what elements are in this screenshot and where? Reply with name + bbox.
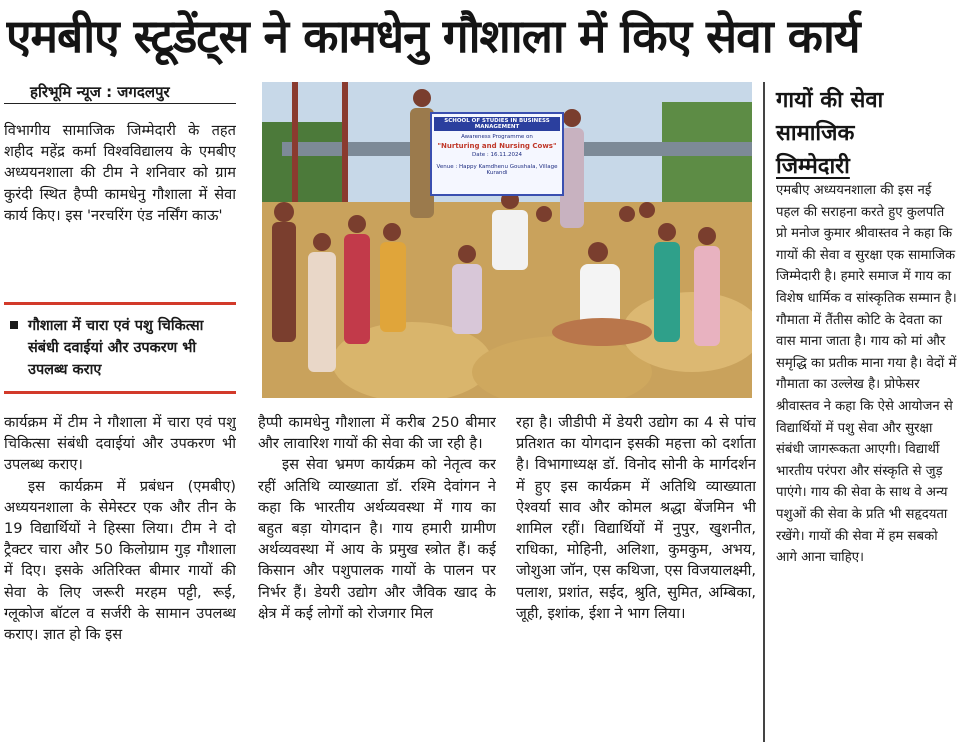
banner-header: SCHOOL OF STUDIES IN BUSINESS MANAGEMENT bbox=[434, 117, 560, 131]
intro-paragraph: विभागीय सामाजिक जिम्मेदारी के तहत शहीद महेंद्र कर्मा विश्वविद्यालय के एमबीए अध्ययनशाला की टीम ने शनिवार को ग्राम कुरंदी स्थित हैप्पी कामधेनु गौशाला में सेवा कार्य किए। इस 'नरचरिंग एंड नर्सिंग काऊ' bbox=[4, 122, 236, 224]
body-column-1 bbox=[4, 412, 236, 742]
headline: एमबीए स्टूडेंट्स ने कामधेनु गौशाला में किए सेवा कार्य bbox=[6, 9, 860, 63]
sidebar-title-line-3: जिम्मेदारी bbox=[776, 154, 850, 179]
sidebar-title bbox=[776, 84, 958, 183]
square-bullet-icon bbox=[10, 321, 18, 329]
sidebar-title-line-2: सामाजिक bbox=[776, 121, 855, 146]
banner-date: Date : 16.11.2024 bbox=[472, 152, 522, 158]
group-photo bbox=[262, 82, 752, 398]
banner-venue: Venue : Happy Kamdhenu Goushala, Village Kurandi bbox=[436, 164, 558, 176]
banner-title: "Nurturing and Nursing Cows" bbox=[437, 142, 557, 150]
body-column-3 bbox=[516, 412, 756, 742]
col2-paragraph-1: हैप्पी कामधेनु गौशाला में करीब 250 बीमार और लावारिश गायों की सेवा की जा रही है। bbox=[258, 414, 496, 453]
sidebar-text: एमबीए अध्ययनशाला की इस नई पहल की सराहना करते हुए कुलपति प्रो मनोज कुमार श्रीवास्तव ने कहा कि गायों की सेवा व सुरक्षा एक सामाजिक जिम्मेदारी है। हमारे समाज में गाय का विशेष धार्मिक व सांस्कृतिक सम्मान है। गौमाता में तैंतीस कोटि के देवता का वास माना जाता है। गाय को मां और समृद्धि का प्रतीक माना गया है। वेदों में गौमाता का उल्लेख है। प्रोफेसर श्रीवास्तव ने कहा कि ऐसे आयोजन से विद्यार्थियों में पशु सेवा और सुरक्षा संबंधी जागरूकता आएगी। विद्यार्थी भारतीय परंपरा और संस्कृति से जुड़ पाएंगे। गाय की सेवा के साथ वे अन्य पशुओं की सेवा के प्रति भी सहृदयता रखेंगे। गायों की सेवा में हम सबको आगे आना चाहिए। bbox=[776, 183, 957, 566]
highlight-box bbox=[4, 302, 236, 394]
body-column-2 bbox=[258, 412, 496, 742]
sidebar-title-line-1: गायों की सेवा bbox=[776, 88, 884, 113]
col1-paragraph-2: इस कार्यक्रम में प्रबंधन (एमबीए) अध्ययनशाला के सेमेस्टर एक और तीन के 19 विद्यार्थियों ने हिस्सा लिया। टीम ने दो ट्रैक्टर चारा और 50 किलोग्राम गुड़ गौशाला में दिए। इसके अतिरिक्त बीमार गायों की सेवा के लिए जरूरी मरहम पट्टी, रूई, ग्लूकोज बॉटल व सर्जरी के सामान उपलब्ध कराए। ज्ञात हो कि इस bbox=[4, 477, 236, 644]
col2-paragraph-2: इस सेवा भ्रमण कार्यक्रम को नेतृत्व कर रहीं अतिथि व्याख्याता डॉ. रश्मि देवांगन ने कहा कि भारतीय अर्थव्यवस्था में गाय का बहुत बड़ा योगदान है। गाय हमारी ग्रामीण अर्थव्यवस्था में आय के प्रमुख स्त्रोत हैं। कई किसान और पशुपालक गायों के पालन पर निर्भर हैं। डेयरी उद्योग और जैविक खाद के क्षेत्र में कई लोगों को रोजगार मिल bbox=[258, 456, 496, 622]
col1-paragraph-1: कार्यक्रम में टीम ने गौशाला में चारा एवं पशु चिकित्सा संबंधी दवाईयां और उपकरण भी उपलब्ध कराए। bbox=[4, 414, 236, 474]
sidebar-divider bbox=[763, 82, 765, 742]
col3-paragraph-1: रहा है। जीडीपी में डेयरी उद्योग का 4 से पांच प्रतिशत का योगदान इसकी महत्ता को दर्शाता है। विभागाध्यक्ष डॉ. विनोद सोनी के मार्गदर्शन में हुए इस कार्यक्रम में अतिथि व्याख्याता ऐश्वर्या साव और कोमल श्रद्धा बेंजमिन भी शामिल रहीं। विद्यार्थियों में नुपुर, खुशनीत, राधिका, मोहिनी, अलिशा, कुमकुम, अभय, जोशुआ जॉन, एस कथिजा, एस विजयालक्ष्मी, पलाश, प्रशांत, सईद, श्रुति, सुमित, अम्बिका, जूही, इशांक, ईशा ने भाग लिया। bbox=[516, 414, 756, 622]
highlight-text: गौशाला में चारा एवं पशु चिकित्सा संबंधी दवाईयां और उपकरण भी उपलब्ध कराए bbox=[28, 318, 204, 378]
banner-subtitle: Awareness Programme on bbox=[461, 134, 533, 140]
byline: हरिभूमि न्यूज : जगदलपुर bbox=[4, 80, 236, 104]
event-banner bbox=[430, 112, 564, 196]
